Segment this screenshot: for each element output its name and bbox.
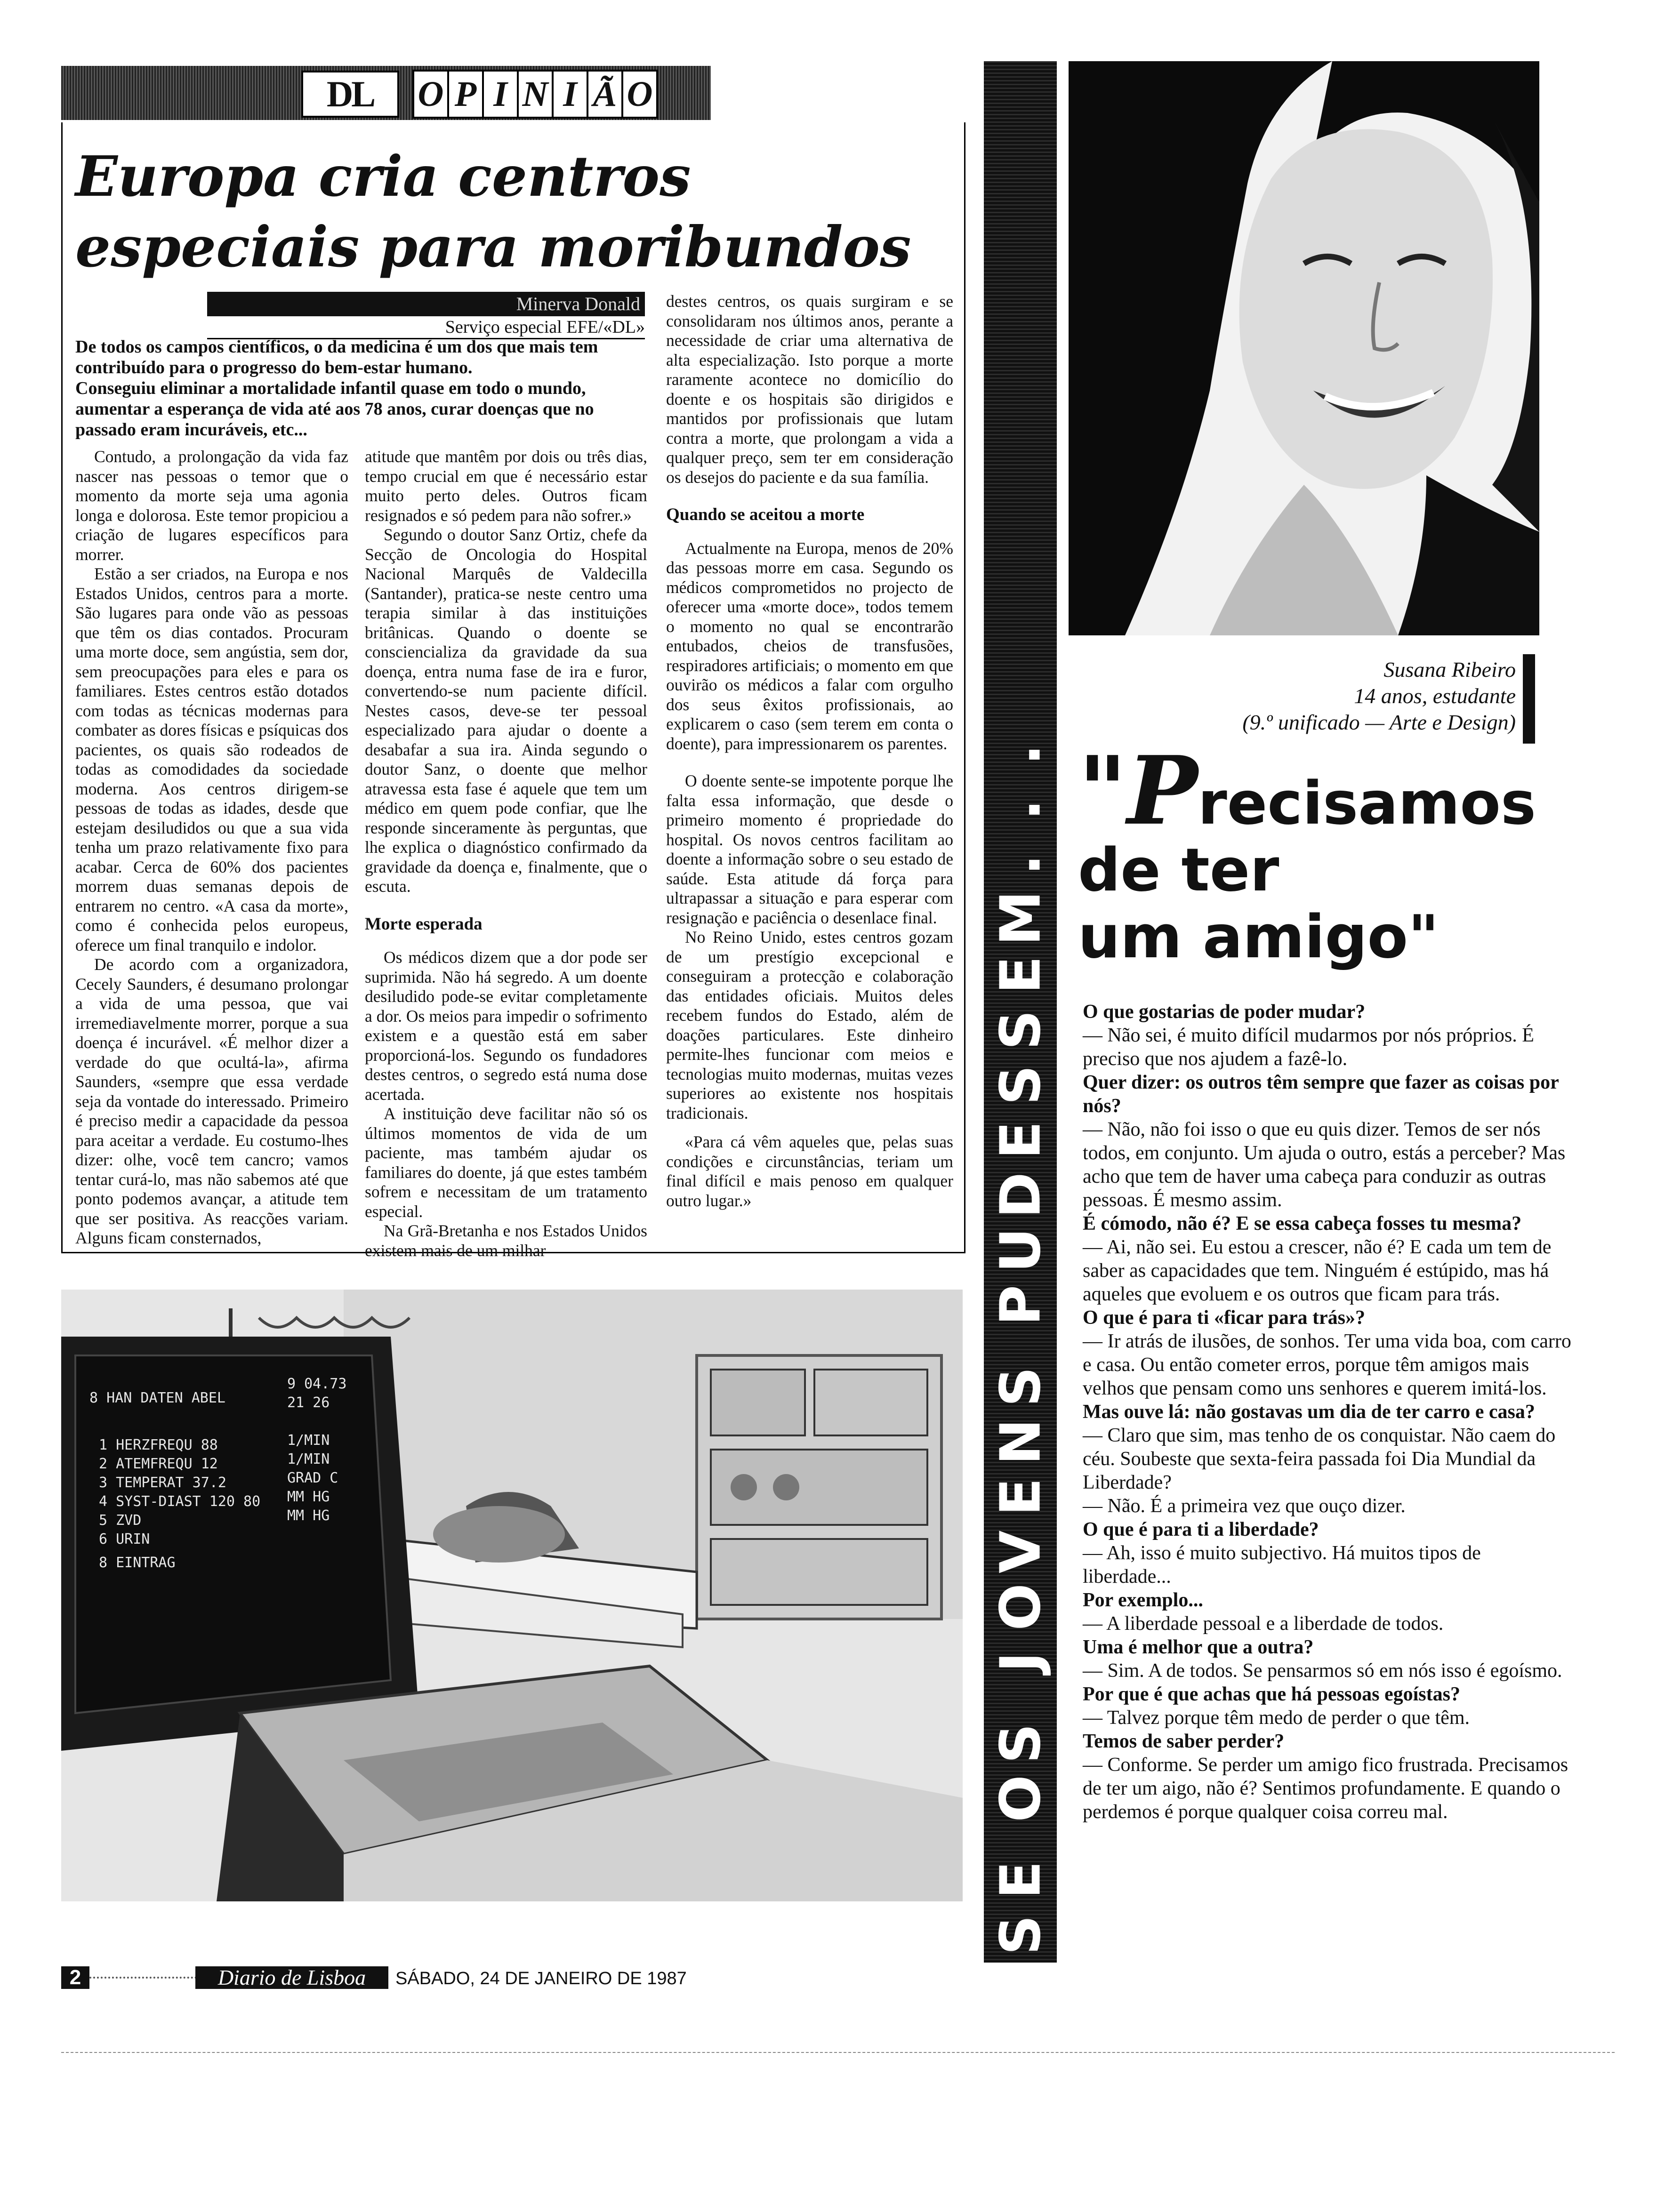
banner-letter: O [988,1775,1053,1822]
monitor-line: MM HG [287,1489,330,1505]
interview-answer: — Ai, não sei. Eu estou a crescer, não é? E cada um tem de saber as capacidades que tem. Ninguém é estúpido, mas há aqueles que evoluem e os outros que ficam para trás. [1083,1236,1552,1305]
page-bottom-rule [61,2052,1615,2053]
section-letter: I [482,70,519,119]
monitor-line: 3 TEMPERAT 37.2 [99,1475,226,1491]
banner-letter: S [988,1065,1053,1105]
interview-headline [1078,736,1549,971]
article-column-3 [666,292,953,1280]
section-letter: I [552,70,588,119]
monitor-line: GRAD C [287,1470,338,1486]
body-paragraph: Estão a ser criados, na Europa e nos Estados Unidos, centros para a morte. São lugares para onde vão as pessoas que têm os dias contados. Procuram uma morte doce, sem angústia, sem dor, sem preocupações para eles e para os familiares. Estes centros estão dotados com todas as técnicas modernas para combater as dores físicas e psíquicas dos pacientes, os quais são rodeados de todas as comodidades da sociedade moderna. Aos centros dirigem-se pessoas de todas as idades, desde que estejam desiludidos ou que a sua vida tenha um prazo relativamente fixo para acabar. Cerca de 60% dos pacientes morrem duas semanas depois de entrarem no centro. «A casa da morte», como é conhecida pelos europeus, oferece um final tranquilo e indolor. [75,564,348,954]
interview-question: Mas ouve lá: não gostavas um dia de ter carro e casa? [1083,1401,1535,1423]
body-paragraph: O doente sente-se impotente porque lhe falta essa informação, que desde o primeiro momento é propriedade do hospital. Os novos centros facilitam ao doente a informação sobre o seu estado de saúde. Esta atitude dá força para ultrapassar a situação e para esperar com resignação e paciência o desenlace final. [666,771,953,927]
interview-question: Quer dizer: os outros têm sempre que fazer as coisas por nós? [1083,1072,1559,1117]
article-column-2 [365,447,647,1275]
monitor-line: 1/MIN [287,1451,330,1467]
lead-paragraph: De todos os campos científicos, o da medicina é um dos que mais tem contribuído para o progresso do bem-estar humano. [75,337,598,377]
subheading: Morte esperada [365,914,483,934]
banner-letter: E [988,1861,1053,1899]
article-service: Serviço especial EFE/«DL» [207,316,645,339]
interview-answer: — A liberdade pessoal e a liberdade de todos. [1083,1613,1444,1635]
interview-answer: — Ir atrás de ilusões, de sonhos. Ter uma vida boa, com carro e casa. Ou então cometer erros, porque têm amigos mais velhos que pensam como uns senhores e querem imitá-los. [1083,1330,1571,1399]
body-paragraph: Segundo o doutor Sanz Ortiz, chefe da Secção de Oncologia do Hospital Nacional Marquês de Valdecilla (Santander), pratica-se neste centro uma terapia similar à das instituições britânicas. Quando o doente se consciencializa da gravidade da sua doença, entra numa fase de ira e furor, convertendo-se num paciente difícil. Nestes casos, deve-se ter pessoal especializado para ajudar o doente a desabafar a sua ira. Ainda segundo o doutor Sanz, o doente que melhor atravessa esta fase é aquele que tem um médico em quem pode confiar, que lhe responde sinceramente às perguntas, que lhe explica o diagnóstico confirmado da gravidade da doença e, finalmente, que o escuta. [365,525,647,896]
vertical-banner-text [984,61,1057,1963]
banner-letter: S [988,1915,1053,1955]
body-paragraph: De acordo com a organizadora, Cecely Saunders, é desumano prolongar a vida de uma pessoa, que vai irremediavelmente morrer, porque a sua doença é incurável. «É melhor dizer a verdade do que ocultá-la», afirma Saunders, «sempre que essa verdade seja da vontade do interessado. Primeiro é preciso medir a capacidade da pessoa para aceitar a verdade. Eu costumo-lhes dizer: olhe, você tem cancro; vamos tentar curá-lo, mas não sabemos até que ponto podemos avançar, a atitude tem que ser positiva. As reacções variam. Alguns ficam consternados, [75,955,348,1247]
caption-bar [1523,654,1535,744]
banner-letter: . [988,744,1053,765]
caption-course: (9.º unificado — Arte e Design) [1242,710,1516,734]
section-letter: Ã [587,70,623,119]
page-number: 2 [61,1966,89,1989]
monitor-line: MM HG [287,1507,330,1524]
headline-line: um amigo" [1078,902,1439,971]
section-letter: P [447,70,484,119]
banner-letter: P [988,1285,1053,1326]
newspaper-name: Diario de Lisboa [195,1966,388,1989]
banner-letter: S [988,1367,1053,1407]
banner-letter: E [988,1478,1053,1516]
interview-answer: — Não, não foi isso o que eu quis dizer. Temos de ser nós todos, em conjunto. Um ajuda o outro, estás a perceber? Mas acho que tem de haver uma cabeça para conduzir as outras pessoas. É mesmo assim. [1083,1119,1566,1211]
monitor-line: 5 ZVD [99,1512,142,1529]
lead-paragraph: Conseguiu eliminar a mortalidade infantil quase em todo o mundo, aumentar a esperança de vida até aos 78 anos, curar doenças que no passado eram incuráveis, etc... [75,378,594,440]
interview-question: Por exemplo... [1083,1589,1203,1611]
headline-line [1078,736,1549,846]
banner-letter: N [988,1419,1053,1465]
interview-question: Temos de saber perder? [1083,1731,1285,1752]
banner-letter: V [988,1530,1053,1574]
interview-question: Uma é melhor que a outra? [1083,1636,1314,1658]
body-paragraph: atitude que mantêm por dois ou três dias, tempo crucial em que é necessário estar muito perto deles. Outros ficam resignados e só pedem para não sofrer.» [365,447,647,525]
body-paragraph: Os médicos dizem que a dor pode ser suprimida. Não há segredo. A um doente desiludido pode-se evitar completamente a dor. Os meios para impedir o sofrimento existem e a questão está em saber proporcioná-los. Segundo os fundadores destes centros, o segredo está numa dose acertada. [365,948,647,1104]
banner-letter: O [988,1583,1053,1631]
banner-letter: U [988,1227,1053,1273]
banner-letter: M [988,890,1053,946]
monitor-line: 8 EINTRAG [99,1555,176,1571]
monitor-line: 6 URIN [99,1531,150,1547]
interview-answer: — Sim. A de todos. Se pensarmos só em nós isso é egoísmo. [1083,1660,1562,1682]
interview-answer: — Não. É a primeira vez que ouço dizer. [1083,1495,1406,1517]
interview-question: O que é para ti «ficar para trás»? [1083,1307,1365,1329]
section-letter: O [412,70,449,119]
interview-answer: — Conforme. Se perder um amigo fico frustrada. Precisamos de ter um aigo, não é? Sentimos profundamente. E quando o perdemos é porque qualquer coisa correu mal. [1083,1754,1569,1823]
interview-answer: — Ah, isso é muito subjectivo. Há muitos tipos de liberdade... [1083,1542,1481,1587]
banner-letter: S [988,1010,1053,1050]
banner-letter: . [988,799,1053,820]
section-letter: O [621,70,658,119]
body-paragraph: Actualmente na Europa, menos de 20% das pessoas morre em casa. Segundo os médicos comprometidos no projecto de oferecer uma «morte doce», todos temem o momento no qual se encontrarão entubados, cheios de transfusões, respiradores artificiais; o momento em que ouvirão os médicos a falar com orgulho dos seus êxitos profissionais, ao explicarem o caso (sem terem em conta o doente), para impressionarem os parentes. [666,538,953,753]
hospital-monitor-photo [61,1290,963,1901]
interview-question: O que é para ti a liberdade? [1083,1519,1319,1540]
banner-letter: D [988,1172,1053,1218]
monitor-line: 9 04.73 [287,1376,347,1392]
article-lead [75,337,645,440]
monitor-line: 8 HAN DATEN ABEL [89,1390,225,1406]
monitor-line: 21 26 [287,1395,330,1411]
monitor-line: 4 SYST-DIAST 120 80 [99,1493,261,1510]
article-headline: Europa cria centros especiais para moribundos [75,144,911,280]
article-author: Minerva Donald [207,292,645,316]
body-paragraph: Na Grã-Bretanha e nos Estados Unidos existem mais de um milhar [365,1221,647,1260]
interview-answer: — Claro que sim, mas tenho de os conquistar. Não caem do céu. Soubeste que sexta-feira passada foi Dia Mundial da Liberdade? [1083,1425,1556,1493]
section-letter: N [517,70,554,119]
monitor-line: 2 ATEMFREQU 12 [99,1456,218,1472]
body-paragraph: destes centros, os quais surgiram e se consolidaram nos últimos anos, perante a necessidade de criar uma alternativa de alta especialização. Isto porque a morte raramente acontece no domicílio do doente e os hospitais são dirigidos e mantidos por profissionais que lutam contra a morte, que prolongam a vida a qualquer preço, sem ter em consideração os desejos do paciente e da sua família. [666,292,953,487]
interview-answer: — Não sei, é muito difícil mudarmos por nós próprios. É preciso que nos ajudem a fazê-lo. [1083,1025,1534,1070]
body-paragraph: A instituição deve facilitar não só os últimos momentos de vida de um paciente, mas também ajudar os familiares do doente, já que estes também sofrem e necessitam de um tratamento especial. [365,1104,647,1221]
interview-question: O que gostarias de poder mudar? [1083,1001,1366,1023]
banner-letter: E [988,1121,1053,1159]
section-title-opiniao [414,70,658,117]
subheading: Quando se aceitou a morte [666,505,865,524]
publication-date: SÁBADO, 24 DE JANEIRO DE 1987 [395,1969,687,1988]
interview-answer: — Talvez porque têm medo de perder o que têm. [1083,1707,1470,1729]
interview-body [1083,1000,1572,1824]
photo-caption [1069,657,1516,736]
banner-letter: E [988,956,1053,994]
body-paragraph: Contudo, a prolongação da vida faz nascer nas pessoas o temor que o momento da morte seja uma agonia longa e dolorosa. Este temor propiciou a criação de lugares específicos para morrer. [75,447,348,564]
portrait-photo [1069,61,1539,635]
article-column-1 [75,447,348,1275]
body-paragraph: No Reino Unido, estes centros gozam de um prestígio excepcional e conseguiram a protecção e colaboração das entidades oficiais. Muitos deles recebem fundos do Estado, além de doações particulares. Este dinheiro permite-lhes funcionar com meios e tecnologias muito modernas, muitas vezes superiores ao existente nos hospitais tradicionais. [666,928,953,1122]
banner-letter: . [988,854,1053,875]
interview-question: É cómodo, não é? E se essa cabeça fosses tu mesma? [1083,1213,1522,1234]
body-paragraph: «Para cá vêm aqueles que, pelas suas condições e circunstâncias, teriam um final difícil e mais penoso em qualquer outro lugar.» [666,1132,953,1210]
headline-initial: "P [1078,736,1198,846]
monitor-line: 1 HERZFREQU 88 [99,1437,218,1453]
interview-question: Por que é que achas que há pessoas egoístas? [1083,1683,1460,1705]
caption-age: 14 anos, estudante [1354,684,1516,708]
monitor-line: 1/MIN [287,1432,330,1449]
banner-letter: J [988,1651,1053,1673]
caption-name: Susana Ribeiro [1384,657,1516,681]
headline-rest: recisamos [1198,769,1536,838]
banner-letter: S [988,1723,1053,1763]
newspaper-logo: DL [301,71,399,118]
headline-line: de ter [1078,835,1279,905]
